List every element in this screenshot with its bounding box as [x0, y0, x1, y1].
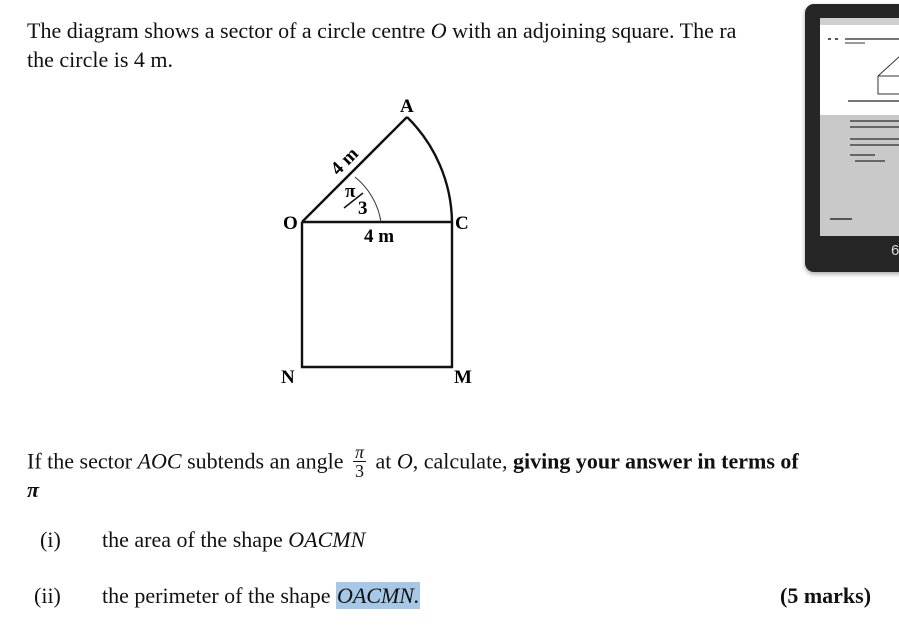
label-c: C	[455, 213, 469, 234]
fraction-numerator: π	[354, 442, 364, 462]
thumbnail-page-preview[interactable]	[820, 18, 899, 236]
question-text	[27, 442, 799, 482]
thumbnail-diagram	[820, 46, 899, 126]
label-side-oc: 4 m	[364, 226, 395, 247]
part-ii-number: (ii)	[34, 583, 61, 608]
part-text: the perimeter of the shape	[102, 583, 336, 608]
label-m: M	[454, 367, 472, 388]
highlighted-selection[interactable]: OACMN.	[336, 583, 420, 608]
q-text: , calculate,	[412, 448, 513, 474]
marks-label: (5 marks)	[780, 583, 872, 608]
thumbnail-page-number: 6	[891, 242, 899, 259]
sector-ref: AOC	[137, 448, 182, 474]
q-instruction-bold: giving your answer in terms of	[512, 448, 799, 474]
label-radius-oa: 4 m	[326, 143, 363, 180]
part-i-number: (i)	[40, 527, 61, 552]
point-o-ref: O	[396, 448, 413, 474]
part-text: the area of the shape	[102, 527, 289, 552]
arc-ac	[407, 117, 452, 222]
q-text: at	[370, 448, 397, 474]
intro-text-cont: with an adjoining square. The ra	[446, 18, 737, 43]
label-n: N	[281, 367, 295, 388]
point-o-ref: O	[430, 18, 447, 43]
q-text: If the sector	[27, 448, 138, 474]
intro-line-2: the circle is 4 m.	[27, 47, 174, 72]
angle-denominator: 3	[358, 198, 368, 219]
part-ii-text	[102, 583, 420, 609]
segment-oa	[302, 117, 407, 222]
label-o: O	[283, 213, 298, 234]
angle-fraction	[353, 443, 366, 480]
label-a: A	[400, 96, 414, 117]
fraction-denominator: 3	[354, 461, 364, 481]
pi-symbol: π	[27, 477, 40, 502]
angle-numerator: π	[345, 181, 356, 202]
shape-ref: OACMN	[288, 527, 366, 552]
page-thumbnail-overlay[interactable]	[805, 4, 899, 272]
intro-text: The diagram shows a sector of a circle centre	[27, 18, 431, 43]
q-text: subtends an angle	[181, 448, 349, 474]
part-i-text	[102, 527, 365, 553]
